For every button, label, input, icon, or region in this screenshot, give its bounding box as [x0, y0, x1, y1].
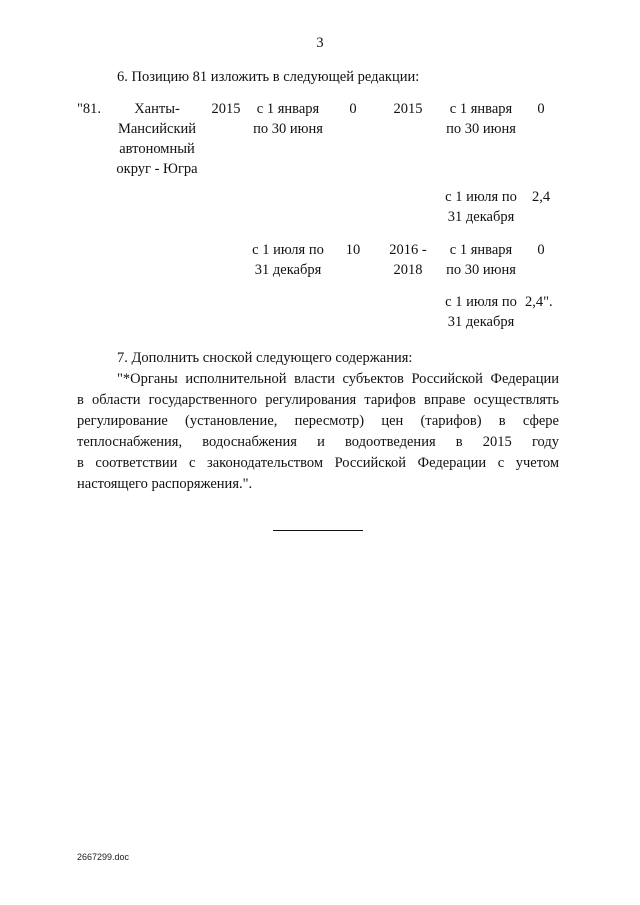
period-line: с 1 июля по [445, 294, 517, 310]
year-range-cell [384, 240, 432, 280]
footnote-line: "*Органы исполнительной власти субъектов Российской Федерации [117, 371, 559, 387]
value-cell: 10 [345, 242, 361, 258]
footnote-line: теплоснабжения, водоснабжения и водоотведения в 2015 году [77, 434, 559, 450]
period-cell [244, 99, 332, 139]
period-line: по 30 июня [253, 121, 323, 137]
footnote-line: настоящего распоряжения.". [77, 476, 253, 492]
row-number: "81. [77, 101, 102, 117]
item-7-heading: 7. Дополнить сноской следующего содержания: [117, 350, 413, 366]
period-cell [436, 187, 526, 227]
period-line: с 1 января [256, 101, 320, 117]
value-cell: 0 [349, 101, 357, 117]
value-cell: 2,4". [525, 294, 553, 310]
region-name [104, 99, 210, 179]
year-cell: 2015 [393, 101, 423, 117]
period-line: с 1 июля по [252, 242, 324, 258]
period-cell [244, 240, 332, 280]
period-line: 31 декабря [254, 262, 322, 278]
year-line: 2016 - [389, 242, 427, 258]
period-line: 31 декабря [447, 209, 515, 225]
period-line: по 30 июня [446, 121, 516, 137]
value-cell: 0 [537, 101, 545, 117]
page-number: 3 [316, 35, 324, 51]
period-cell [436, 240, 526, 280]
item-6-heading: 6. Позицию 81 изложить в следующей редакции: [117, 69, 420, 85]
region-line: автономный [119, 141, 195, 157]
region-line: Мансийский [117, 121, 197, 137]
footnote-line: в области государственного регулирования тарифов вправе осуществлять [77, 392, 559, 408]
period-line: с 1 января [449, 101, 513, 117]
value-cell: 0 [537, 242, 545, 258]
period-line: с 1 января [449, 242, 513, 258]
period-cell [436, 292, 526, 332]
year-line: 2018 [393, 262, 423, 278]
period-line: по 30 июня [446, 262, 516, 278]
end-divider [273, 530, 363, 531]
footnote-line: в соответствии с законодательством Российской Федерации с учетом [77, 455, 559, 471]
period-line: 31 декабря [447, 314, 515, 330]
period-line: с 1 июля по [445, 189, 517, 205]
value-cell: 2,4 [531, 189, 551, 205]
region-line: Ханты- [134, 101, 180, 117]
footnote-line: регулирование (установление, пересмотр) цен (тарифов) в сфере [77, 413, 559, 429]
region-line: округ - Югра [116, 161, 198, 177]
year-cell: 2015 [211, 101, 241, 117]
period-cell [436, 99, 526, 139]
document-id: 2667299.doc [77, 852, 130, 862]
